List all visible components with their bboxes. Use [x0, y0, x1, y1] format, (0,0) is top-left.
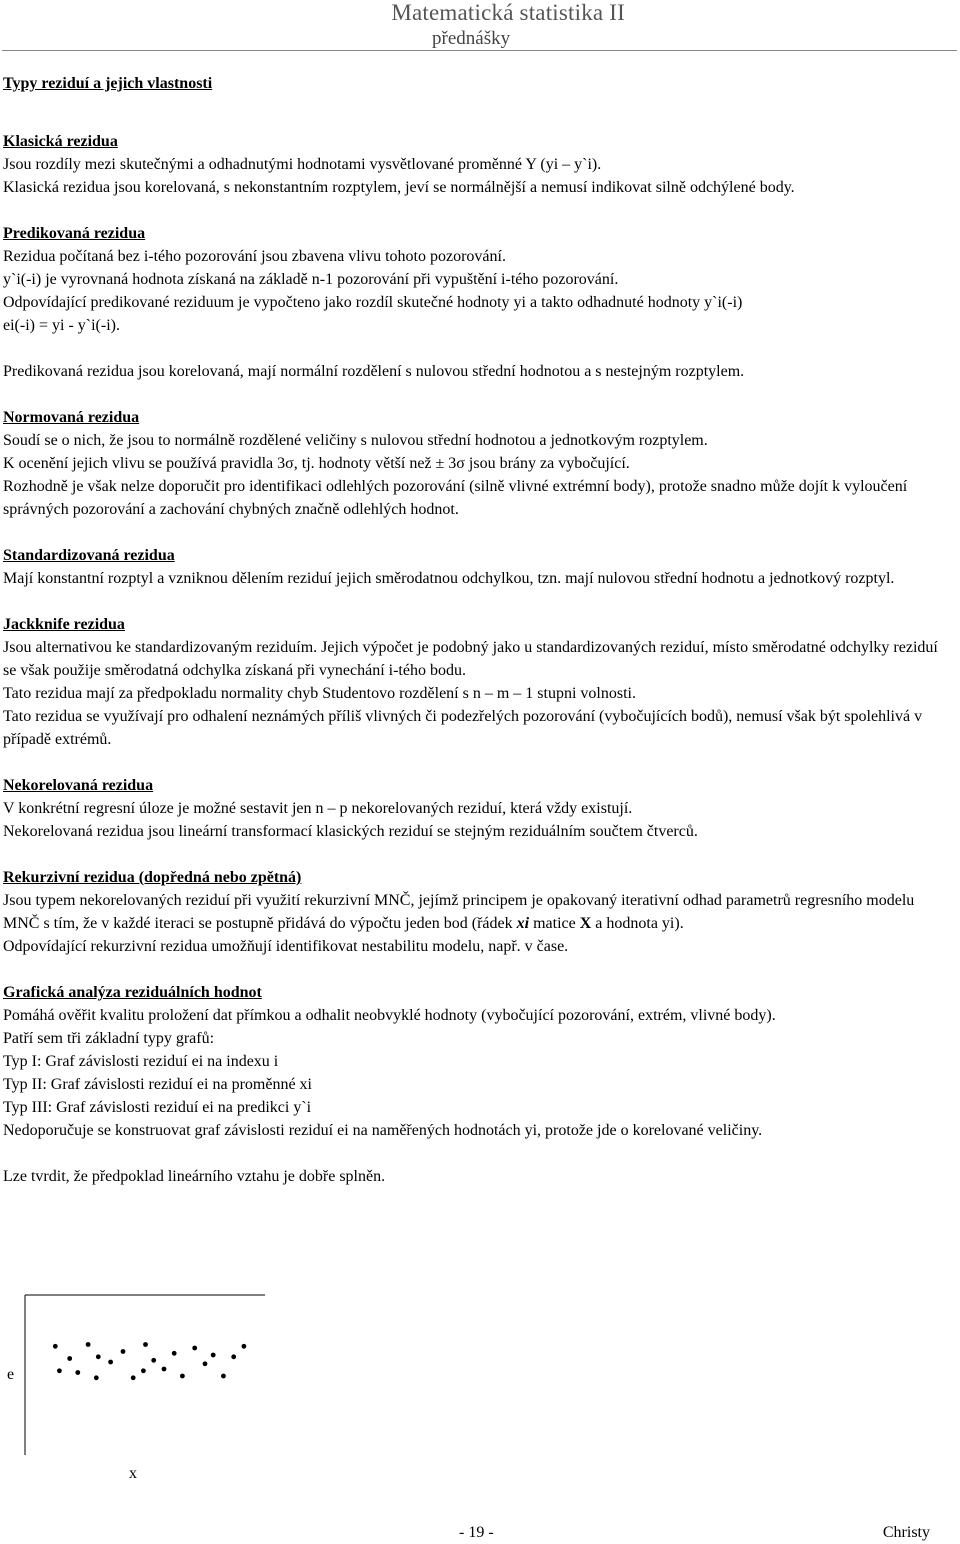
points-layer — [53, 1342, 246, 1380]
scatter-point-15 — [211, 1353, 216, 1358]
scatter-point-19 — [141, 1368, 146, 1373]
heading-predikovana: Predikovaná rezidua — [3, 225, 146, 242]
scatter-point-2 — [75, 1370, 80, 1375]
scatter-plot — [3, 1287, 268, 1487]
document-body — [3, 72, 953, 1188]
heading-rekurzivni: Rekurzivní rezidua (dopředná nebo zpětná) — [3, 869, 302, 886]
list-item: Typ I: Graf závislosti reziduí ei na indexu i — [3, 1053, 279, 1070]
heading-nekorelovana: Nekorelovaná rezidua — [3, 777, 154, 794]
scatter-point-17 — [231, 1354, 236, 1359]
paragraph: Odpovídající rekurzivní rezidua umožňují identifikovat nestabilitu modelu, např. v čase. — [3, 938, 569, 955]
heading-klasicka: Klasická rezidua — [3, 133, 118, 150]
heading-standardizovana: Standardizovaná rezidua — [3, 547, 175, 564]
main-title: Typy reziduí a jejich vlastnosti — [3, 75, 213, 92]
page-number: - 19 - — [459, 1524, 494, 1541]
header-rule — [2, 50, 957, 51]
paragraph: Patří sem tři základní typy grafů: — [3, 1030, 215, 1047]
paragraph: Jsou rozdíly mezi skutečnými a odhadnutými hodnotami vysvětlované proměnné Y (yi – y`i). — [3, 156, 602, 173]
scatter-point-14 — [203, 1361, 208, 1366]
scatter-point-4 — [96, 1354, 101, 1359]
paragraph: V konkrétní regresní úloze je možné sestavit jen n – p nekorelovaných reziduí, která vždy existují. — [3, 800, 633, 817]
paragraph: Klasická rezidua jsou korelovaná, s nekonstantním rozptylem, jeví se normálnější a nemusí indikovat silně odchýlené body. — [3, 179, 795, 196]
scatter-point-6 — [121, 1349, 126, 1354]
text-run-bold: X — [579, 915, 592, 932]
paragraph: Rezidua počítaná bez i-tého pozorování jsou zbavena vlivu tohoto pozorování. — [3, 248, 506, 265]
header-subtitle: přednášky — [432, 28, 511, 49]
heading-jackknife: Jackknife rezidua — [3, 616, 125, 633]
y-axis-label: e — [7, 1366, 15, 1383]
scatter-point-3 — [86, 1342, 91, 1347]
paragraph: Pomáhá ověřit kvalitu proložení dat přímkou a odhalit neobvyklé hodnoty (vybočující pozorování, extrém, vlivné body). — [3, 1007, 776, 1024]
residual-scatter-figure — [3, 1287, 268, 1487]
formula: ei(-i) = yi - y`i(-i). — [3, 317, 120, 334]
page-header — [0, 0, 960, 52]
paragraph: Tato rezidua mají za předpokladu normality chyb Studentovo rozdělení s n – m – 1 stupni volnosti. — [3, 685, 636, 702]
scatter-point-0 — [53, 1344, 58, 1349]
scatter-point-7 — [131, 1375, 136, 1380]
x-axis-label: x — [129, 1465, 137, 1482]
scatter-point-16 — [221, 1374, 226, 1379]
scatter-point-18 — [242, 1344, 247, 1349]
paragraph: Rozhodně je však nelze doporučit pro identifikaci odlehlých pozorování (silně vlivné extrémní body), protože snadno může dojít k vyloučení správných pozorování a zachování chybných značně odlehlých hodnot. — [3, 478, 908, 518]
heading-graficka: Grafická analýza reziduálních hodnot — [3, 984, 262, 1001]
scatter-point-13 — [192, 1346, 197, 1351]
scatter-point-12 — [180, 1374, 185, 1379]
paragraph: Nekorelovaná rezidua jsou lineární transformací klasických reziduí se stejným reziduálním součtem čtverců. — [3, 823, 698, 840]
scatter-point-11 — [172, 1351, 177, 1356]
paragraph: y`i(-i) je vyrovnaná hodnota získaná na základě n-1 pozorování při vypuštění i-tého pozorování. — [3, 271, 619, 288]
heading-normovana: Normovaná rezidua — [3, 409, 140, 426]
list-item: Typ III: Graf závislosti reziduí ei na predikci y`i — [3, 1099, 312, 1116]
scatter-point-21 — [57, 1368, 62, 1373]
scatter-point-5 — [108, 1360, 113, 1365]
list-item: Typ II: Graf závislosti reziduí ei na proměnné xi — [3, 1076, 312, 1093]
paragraph: Jsou alternativou ke standardizovaným reziduím. Jejich výpočet je podobný jako u standardizovaných reziduí, místo směrodatné odchylky reziduí se však použije směrodatná odchylka získaná při vynechání i-tého bodu. — [3, 639, 938, 679]
paragraph: Tato rezidua se využívají pro odhalení neznámých příliš vlivných či podezřelých pozorování (vybočujících bodů), nemusí však být spolehlivá v případě extrémů. — [3, 708, 923, 748]
scatter-point-10 — [162, 1367, 167, 1372]
paragraph: Lze tvrdit, že předpoklad lineárního vztahu je dobře splněn. — [3, 1168, 386, 1185]
paragraph: Mají konstantní rozptyl a vzniknou dělením reziduí jejich směrodatnou odchylkou, tzn. mají nulovou střední hodnotu a jednotkový rozptyl. — [3, 570, 895, 587]
text-run: Jsou typem nekorelovaných reziduí při využití rekurzivní MNČ, jejímž principem je opakovaný iterativní odhad parametrů regresního modelu MNČ s tím, že v každé iteraci se postupně přidává do výpočtu jeden bod (řádek — [3, 892, 915, 932]
footer-author: Christy — [882, 1524, 930, 1541]
paragraph: Soudí se o nich, že jsou to normálně rozdělené veličiny s nulovou střední hodnotou a jednotkovým rozptylem. — [3, 432, 708, 449]
text-run: a hodnota yi). — [591, 915, 684, 932]
paragraph: K ocenění jejich vlivu se používá pravidla 3σ, tj. hodnoty větší než ± 3σ jsou brány za vybočující. — [3, 455, 630, 472]
scatter-point-20 — [94, 1375, 99, 1380]
header-title: Matematická statistika II — [391, 0, 625, 25]
text-run: matice — [529, 915, 580, 932]
paragraph: Predikovaná rezidua jsou korelovaná, mají normální rozdělení s nulovou střední hodnotou a s nestejným rozptylem. — [3, 363, 745, 380]
scatter-point-1 — [67, 1356, 72, 1361]
paragraph: Odpovídající predikované reziduum je vypočteno jako rozdíl skutečné hodnoty yi a takto odhadnuté hodnoty y`i(-i) — [3, 294, 743, 311]
paragraph — [3, 889, 953, 935]
text-run-italic: xi — [516, 915, 530, 932]
scatter-point-9 — [151, 1358, 156, 1363]
scatter-point-8 — [143, 1342, 148, 1347]
paragraph: Nedoporučuje se konstruovat graf závislosti reziduí ei na naměřených hodnotách yi, protože jde o korelované veličiny. — [3, 1122, 763, 1139]
